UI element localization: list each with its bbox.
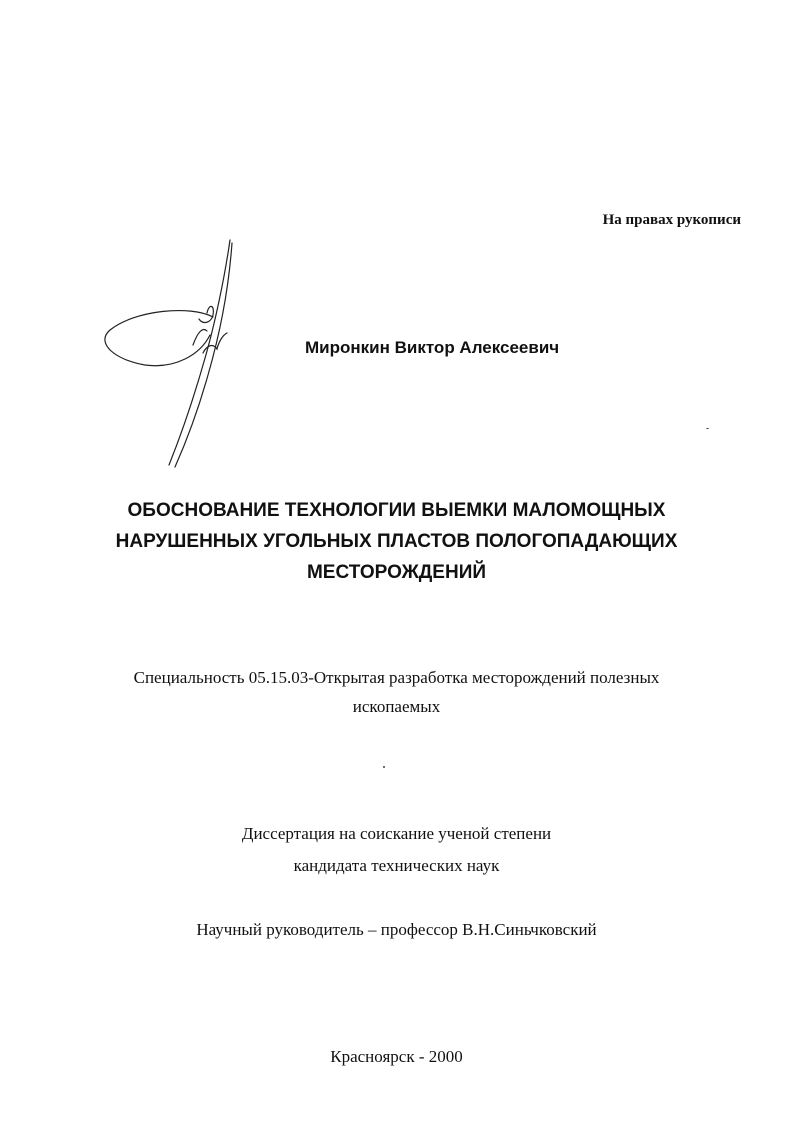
title-line: МЕСТОРОЖДЕНИЙ bbox=[306, 562, 487, 583]
degree-line-1: Диссертация на соискание ученой степени bbox=[241, 824, 552, 843]
city-year: Красноярск - 2000 bbox=[330, 1047, 463, 1066]
specialty-line: ископаемых bbox=[352, 697, 441, 716]
scientific-advisor: Научный руководитель – профессор В.Н.Синьчковский bbox=[196, 920, 597, 939]
title-line: ОБОСНОВАНИЕ ТЕХНОЛОГИИ ВЫЕМКИ МАЛОМОЩНЫХ bbox=[127, 500, 666, 521]
handwritten-signature-icon bbox=[95, 235, 245, 470]
title-line: НАРУШЕННЫХ УГОЛЬНЫХ ПЛАСТОВ ПОЛОГОПАДАЮЩИХ bbox=[115, 531, 678, 552]
degree-line-2: кандидата технических наук bbox=[293, 856, 500, 875]
specialty bbox=[40, 663, 753, 721]
scan-speck bbox=[706, 428, 709, 429]
author-name: Миронкин Виктор Алексеевич bbox=[305, 338, 560, 357]
specialty-line: Специальность 05.15.03-Открытая разработка месторождений полезных bbox=[133, 668, 660, 687]
dissertation-title bbox=[60, 495, 733, 588]
scan-speck bbox=[383, 766, 385, 768]
rights-notice: На правах рукописи bbox=[602, 212, 741, 228]
